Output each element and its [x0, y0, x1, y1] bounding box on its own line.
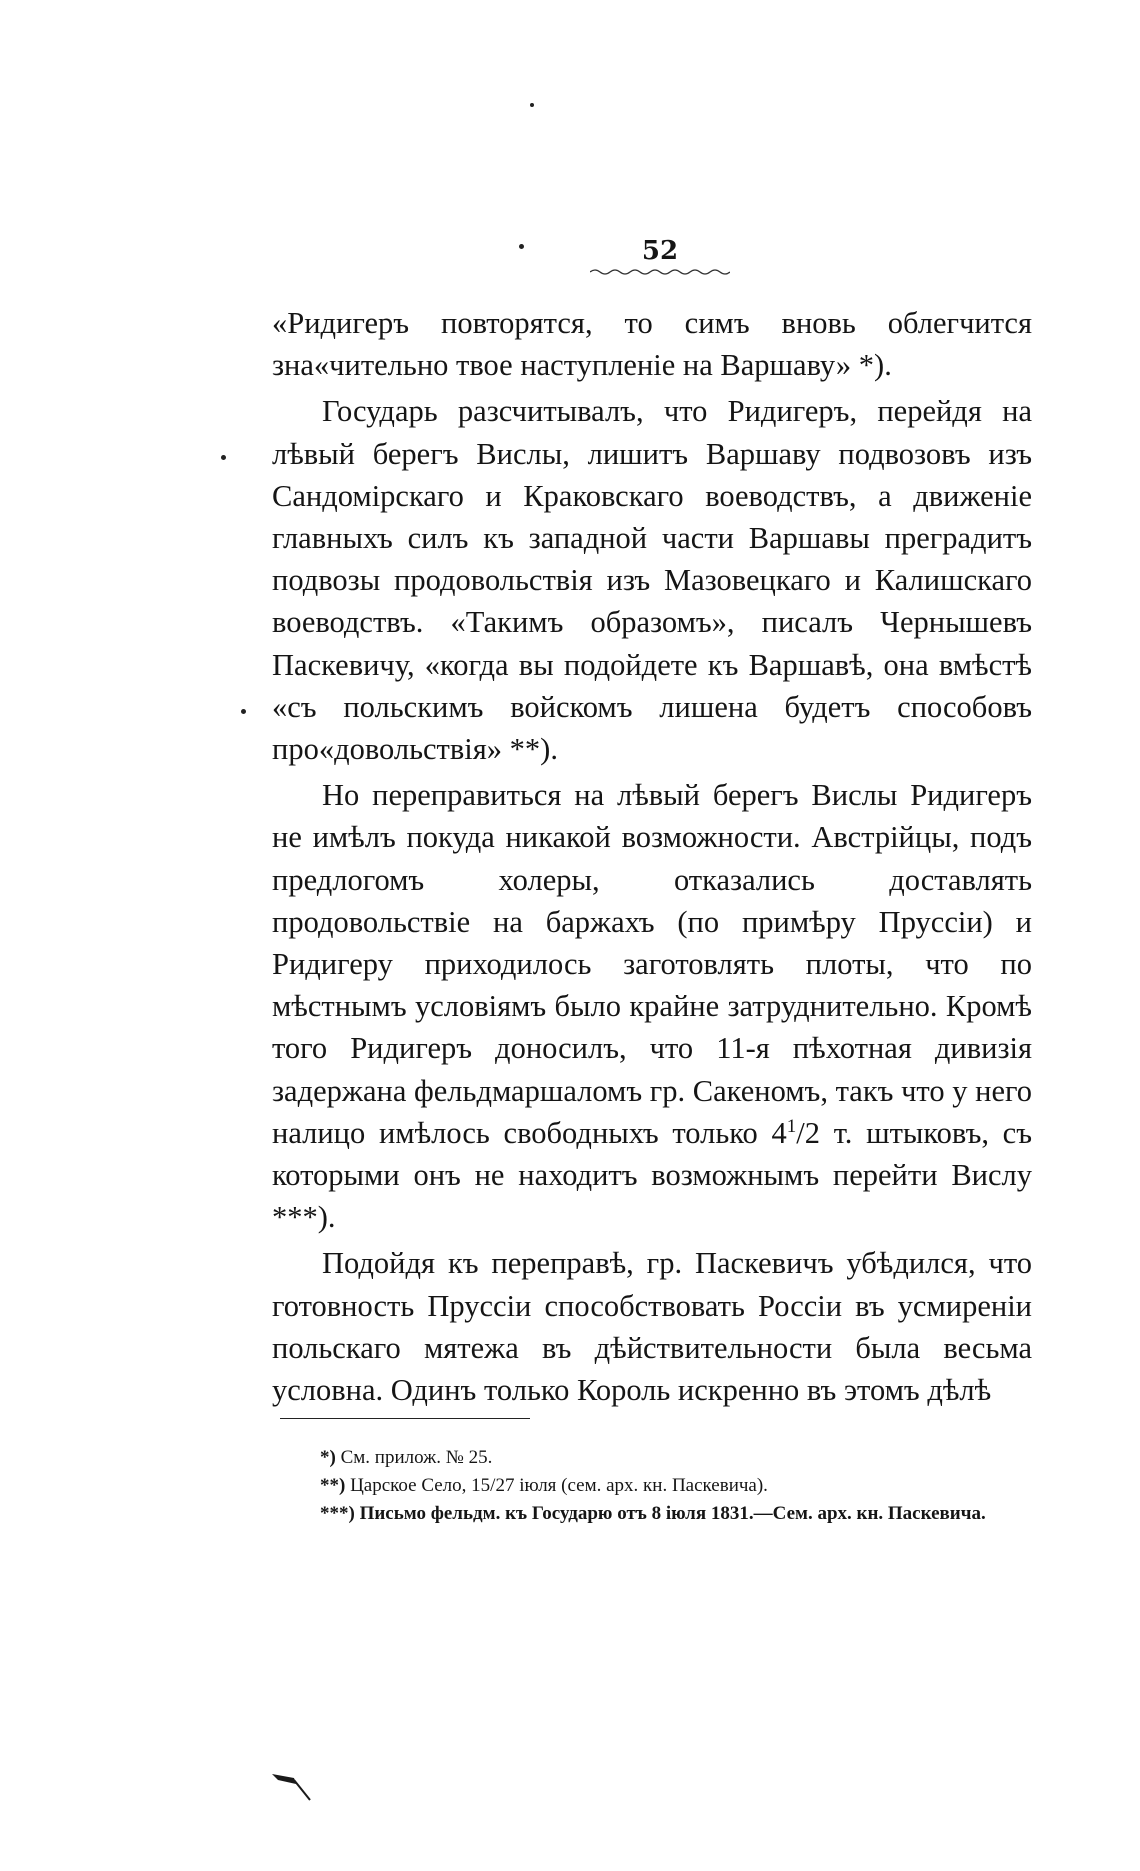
footnote-text: Письмо фельдм. къ Государю отъ 8 іюля 1831.—Сем. арх. кн. Паскевича.: [354, 1503, 986, 1524]
print-speck: [519, 244, 524, 249]
main-text: [272, 302, 1032, 1411]
print-speck: [221, 455, 226, 460]
footnote-text: Царское Село, 15/27 іюля (сем. арх. кн. Паскевича).: [345, 1475, 768, 1496]
footnote-mark: ***): [320, 1503, 355, 1524]
paragraph-text: т. штыковъ, съ которыми онъ не находитъ возможнымъ перейти Вислу ***).: [272, 1115, 1032, 1235]
paragraph: [272, 774, 1032, 1238]
fraction-superscript: 1: [786, 1115, 797, 1137]
page-number-ornament: [590, 268, 730, 276]
footnotes: [320, 1444, 1040, 1528]
print-speck: [530, 103, 534, 107]
footnote-text: См. прилож. № 25.: [335, 1447, 493, 1468]
paragraph: Государь разсчитывалъ, что Ридигеръ, перейдя на лѣвый берегъ Вислы, лишитъ Варшаву подвозовъ изъ Сандомірскаго и Краковскаго воеводствъ, а движеніе главныхъ силъ къ западной части Варшавы преградитъ подвозы продовольствія изъ Мазовецкаго и Калишскаго воеводствъ. «Такимъ образомъ», писалъ Чернышевъ Паскевичу, «когда вы подойдете къ Варшавѣ, она вмѣстѣ «съ польскимъ войскомъ лишена будетъ способовъ про«довольствія» **).: [272, 394, 1032, 767]
footnote-separator: [280, 1418, 530, 1419]
paragraph-text: Но переправиться на лѣвый берегъ Вислы Ридигеръ не имѣлъ покуда никакой возможности. Австрійцы, подъ предлогомъ холеры, отказались доставлять продовольствіе на баржахъ (по примѣру Пруссіи) и Ридигеру приходилось заготовлять плоты, что по мѣстнымъ условіямъ было крайне затруднительно. Кромѣ того Ридигеръ доносилъ, что 11-я пѣхотная дивизія задержана фельдмаршаломъ гр. Сакеномъ, такъ что у него налицо имѣлось свободныхъ только 4: [272, 778, 1032, 1150]
paragraph: Подойдя къ переправѣ, гр. Паскевичъ убѣдился, что готовность Пруссіи способствовать Россіи въ усмиреніи польскаго мятежа въ дѣйствительности была весьма условна. Одинъ только Король искренно въ этомъ дѣлѣ: [272, 1246, 1032, 1408]
print-mark-icon: [270, 1768, 314, 1804]
footnote: [320, 1444, 1040, 1472]
page-number: 52: [641, 236, 679, 266]
footnote-mark: *): [320, 1447, 336, 1468]
footnote: [320, 1472, 1040, 1500]
paragraph-continued: «Ридигеръ повторятся, то симъ вновь облегчится зна«чительно твое наступленіе на Варшаву» *).: [272, 306, 1032, 383]
fraction-rest: /2: [796, 1115, 820, 1150]
footnote-mark: **): [320, 1475, 346, 1496]
footnote: [320, 1500, 1040, 1528]
print-speck: [241, 709, 246, 714]
